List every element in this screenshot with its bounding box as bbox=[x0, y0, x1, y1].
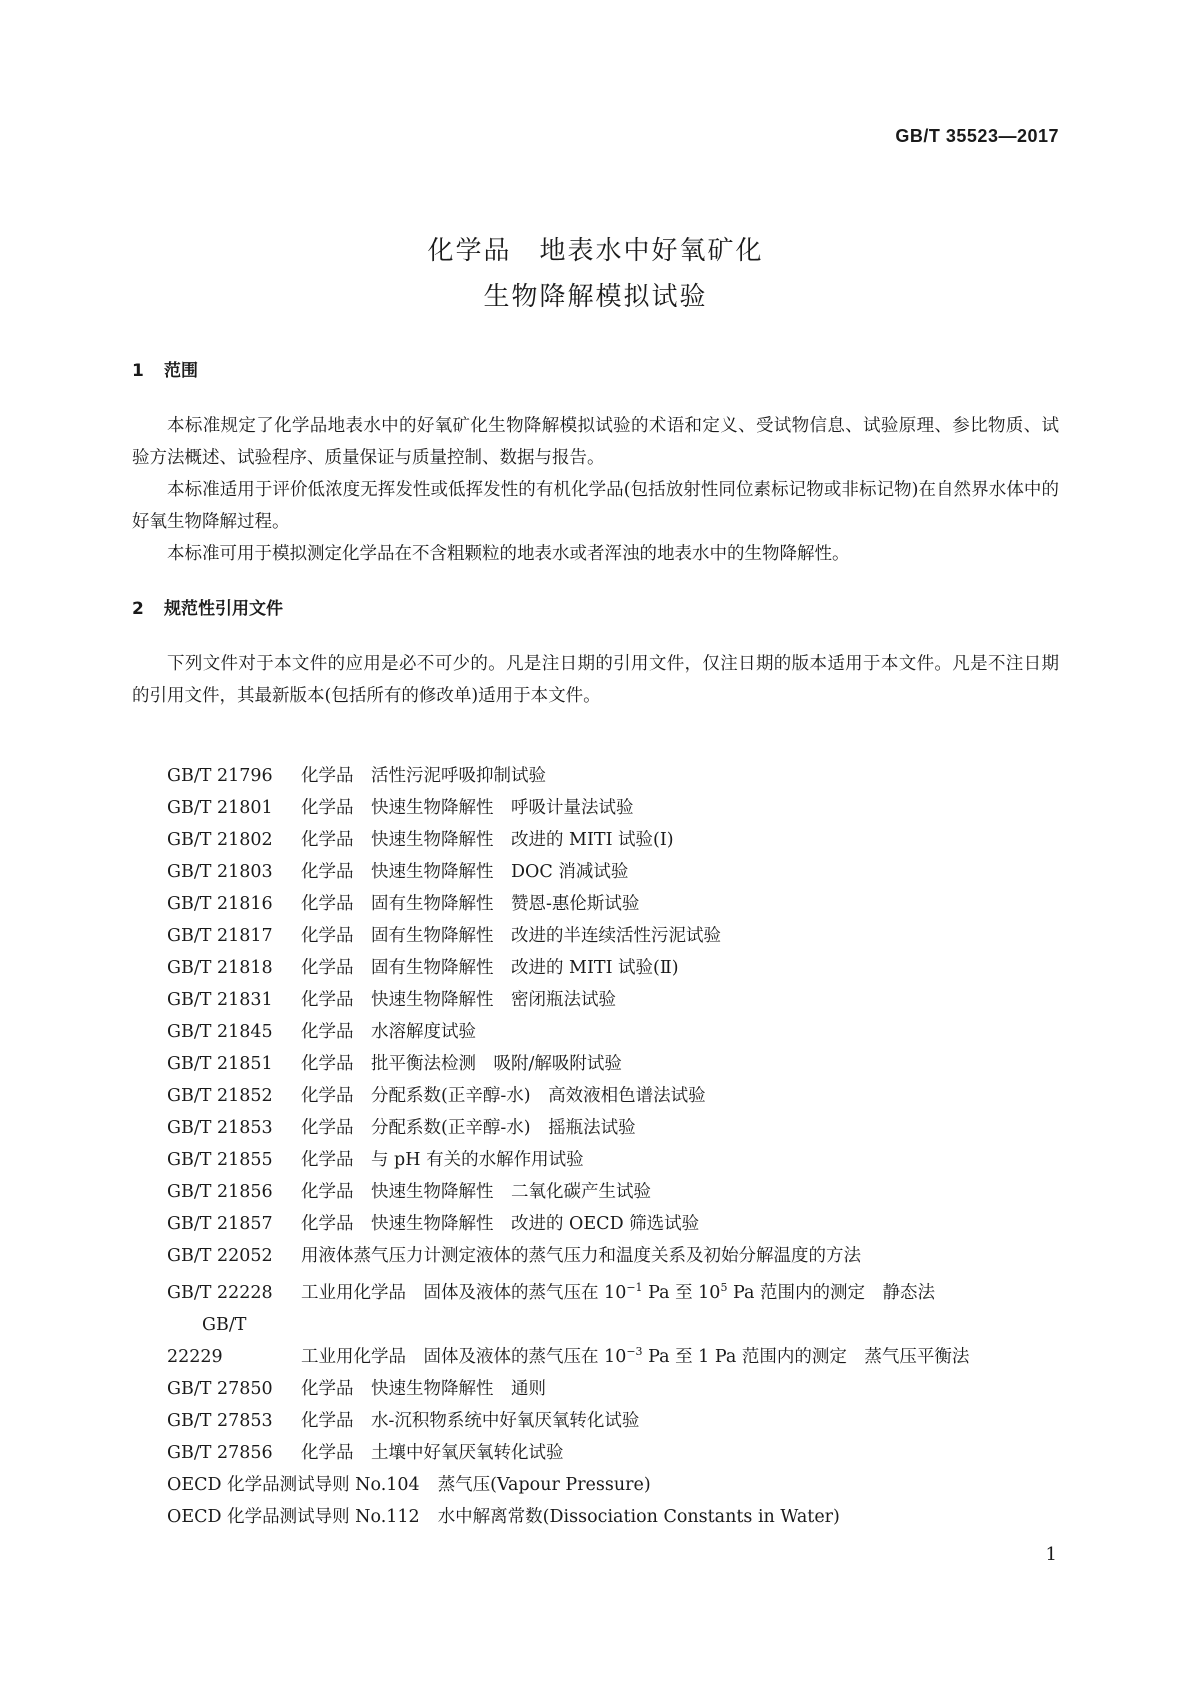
reference-code: GB/T 22228 bbox=[167, 1282, 273, 1303]
reference-item bbox=[132, 920, 1059, 952]
reference-title: 化学品 分配系数(正辛醇-水) 摇瓶法试验 bbox=[301, 1118, 636, 1138]
section-1-paragraph: 本标准可用于模拟测定化学品在不含粗颗粒的地表水或者浑浊的地表水中的生物降解性。 bbox=[167, 544, 850, 564]
reference-item bbox=[132, 1437, 1059, 1469]
standard-code: GB/T 35523—2017 bbox=[895, 126, 1059, 146]
page-number: 1 bbox=[1045, 1544, 1057, 1565]
reference-code: GB/T 21802 bbox=[167, 830, 273, 850]
reference-title: 化学品 固有生物降解性 赞恩-惠伦斯试验 bbox=[301, 894, 640, 914]
reference-title: 水中解离常数(Dissociation Constants in Water) bbox=[437, 1506, 840, 1527]
reference-item bbox=[132, 1309, 1059, 1373]
section-1-heading bbox=[132, 356, 198, 381]
reference-code: GB/T 27853 bbox=[167, 1410, 273, 1431]
reference-item bbox=[132, 1208, 1059, 1240]
reference-title: 蒸气压(Vapour Pressure) bbox=[437, 1474, 651, 1495]
reference-title: 化学品 快速生物降解性 通则 bbox=[301, 1378, 546, 1399]
reference-code: GB/T 21856 bbox=[167, 1182, 273, 1202]
reference-code: GB/T 22229 bbox=[167, 1314, 247, 1367]
superscript: −3 bbox=[626, 1345, 643, 1358]
reference-item bbox=[132, 1048, 1059, 1080]
reference-code: OECD 化学品测试导则 No.112 bbox=[167, 1506, 420, 1527]
title-line-1: 化学品 地表水中好氧矿化 bbox=[427, 236, 764, 266]
reference-title: 用液体蒸气压力计测定液体的蒸气压力和温度关系及初始分解温度的方法 bbox=[301, 1246, 861, 1266]
section-1-paragraph: 本标准规定了化学品地表水中的好氧矿化生物降解模拟试验的术语和定义、受试物信息、试验原理、参比物质、试验方法概述、试验程序、质量保证与质量控制、数据与报告。 bbox=[132, 416, 1059, 468]
reference-list bbox=[132, 760, 1059, 1533]
reference-title: 化学品 快速生物降解性 改进的 MITI 试验(Ⅰ) bbox=[301, 830, 674, 850]
reference-code: GB/T 21845 bbox=[167, 1022, 273, 1042]
section-2-title: 规范性引用文件 bbox=[164, 599, 283, 619]
reference-item bbox=[132, 984, 1059, 1016]
reference-title: 化学品 分配系数(正辛醇-水) 高效液相色谱法试验 bbox=[301, 1086, 706, 1106]
reference-code: GB/T 21857 bbox=[167, 1214, 273, 1234]
reference-code: GB/T 21831 bbox=[167, 990, 273, 1010]
reference-title: 化学品 土壤中好氧厌氧转化试验 bbox=[301, 1442, 564, 1463]
reference-item bbox=[132, 1469, 1059, 1501]
reference-item bbox=[132, 856, 1059, 888]
title-line-2: 生物降解模拟试验 bbox=[483, 282, 708, 312]
reference-item bbox=[132, 952, 1059, 984]
reference-title: 化学品 水溶解度试验 bbox=[301, 1022, 476, 1042]
document-title bbox=[0, 228, 1191, 320]
reference-item bbox=[132, 1016, 1059, 1048]
reference-code: GB/T 21803 bbox=[167, 862, 273, 882]
reference-title: 化学品 快速生物降解性 DOC 消减试验 bbox=[301, 862, 629, 882]
reference-title-part: 工业用化学品 固体及液体的蒸气压在 10 bbox=[301, 1346, 627, 1367]
reference-title: 化学品 快速生物降解性 改进的 OECD 筛选试验 bbox=[301, 1214, 700, 1234]
reference-item bbox=[132, 1144, 1059, 1176]
reference-code: GB/T 21816 bbox=[167, 894, 273, 914]
reference-item bbox=[132, 1240, 1059, 1272]
reference-title: 化学品 快速生物降解性 呼吸计量法试验 bbox=[301, 798, 634, 818]
section-2-heading bbox=[132, 594, 283, 619]
section-2-intro-text: 下列文件对于本文件的应用是必不可少的。凡是注日期的引用文件，仅注日期的版本适用于本文件。凡是不注日期的引用文件，其最新版本(包括所有的修改单)适用于本文件。 bbox=[132, 654, 1059, 706]
superscript: −1 bbox=[626, 1281, 643, 1294]
reference-code: GB/T 21817 bbox=[167, 926, 273, 946]
reference-title: 化学品 快速生物降解性 密闭瓶法试验 bbox=[301, 990, 616, 1010]
reference-item bbox=[132, 888, 1059, 920]
reference-code: GB/T 22052 bbox=[167, 1246, 273, 1266]
section-1-body bbox=[132, 410, 1059, 570]
reference-title-part: Pa 至 10 bbox=[642, 1282, 721, 1303]
reference-code: GB/T 21852 bbox=[167, 1086, 273, 1106]
reference-title: 化学品 水-沉积物系统中好氧厌氧转化试验 bbox=[301, 1410, 640, 1431]
reference-item bbox=[132, 792, 1059, 824]
superscript: 5 bbox=[720, 1281, 728, 1294]
reference-item bbox=[132, 1176, 1059, 1208]
reference-item bbox=[132, 824, 1059, 856]
reference-title: 化学品 固有生物降解性 改进的半连续活性污泥试验 bbox=[301, 926, 721, 946]
reference-title: 化学品 活性污泥呼吸抑制试验 bbox=[301, 766, 546, 786]
reference-code: GB/T 27850 bbox=[167, 1378, 273, 1399]
reference-title: 化学品 批平衡法检测 吸附/解吸附试验 bbox=[301, 1054, 622, 1074]
reference-code: GB/T 21796 bbox=[167, 766, 273, 786]
reference-code: GB/T 27856 bbox=[167, 1442, 273, 1463]
reference-title-part: 工业用化学品 固体及液体的蒸气压在 10 bbox=[301, 1282, 627, 1303]
reference-item bbox=[132, 1112, 1059, 1144]
reference-title: 化学品 快速生物降解性 二氧化碳产生试验 bbox=[301, 1182, 651, 1202]
reference-code: GB/T 21818 bbox=[167, 958, 273, 978]
section-2-number: 2 bbox=[132, 599, 144, 619]
reference-item bbox=[132, 1272, 1059, 1309]
section-1-paragraph: 本标准适用于评价低浓度无挥发性或低挥发性的有机化学品(包括放射性同位素标记物或非标记物)在自然界水体中的好氧生物降解过程。 bbox=[132, 480, 1059, 532]
section-1-number: 1 bbox=[132, 361, 144, 381]
reference-title: 化学品 与 pH 有关的水解作用试验 bbox=[301, 1150, 584, 1170]
reference-item bbox=[132, 1405, 1059, 1437]
reference-item bbox=[132, 1373, 1059, 1405]
reference-code: GB/T 21851 bbox=[167, 1054, 273, 1074]
reference-code: GB/T 21855 bbox=[167, 1150, 273, 1170]
reference-title-part: Pa 至 1 Pa 范围内的测定 蒸气压平衡法 bbox=[642, 1346, 970, 1367]
reference-code: GB/T 21853 bbox=[167, 1118, 273, 1138]
reference-title: 化学品 固有生物降解性 改进的 MITI 试验(Ⅱ) bbox=[301, 958, 679, 978]
reference-code: GB/T 21801 bbox=[167, 798, 273, 818]
reference-title-part: Pa 范围内的测定 静态法 bbox=[727, 1282, 935, 1303]
reference-item bbox=[132, 1501, 1059, 1533]
section-2-intro bbox=[132, 648, 1059, 712]
reference-item bbox=[132, 1080, 1059, 1112]
reference-code: OECD 化学品测试导则 No.104 bbox=[167, 1474, 420, 1495]
reference-title bbox=[301, 1283, 935, 1303]
section-1-title: 范围 bbox=[164, 361, 198, 381]
reference-item bbox=[132, 760, 1059, 792]
